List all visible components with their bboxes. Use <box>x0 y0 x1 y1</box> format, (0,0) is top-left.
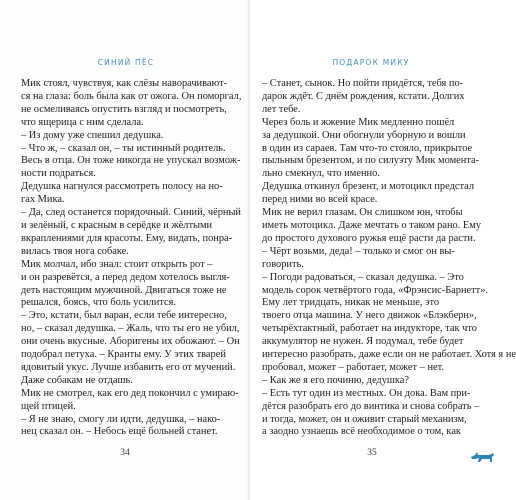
text-line: льно смекнул, что именно. <box>262 168 380 180</box>
text-line: но, – сказал дедушка. – Жаль, что ты его не убил, <box>21 323 240 335</box>
right-page-text <box>262 78 516 439</box>
text-line: иметь мотоцикл. Даже мечтать о таком рано. Ему <box>262 219 482 231</box>
text-line: перед ними во всей красе. <box>262 194 378 206</box>
text-line: – Чёрт возьми, деда! – только и смог он вы- <box>262 245 455 257</box>
left-page-number: 34 <box>120 448 130 458</box>
left-page <box>0 0 250 500</box>
text-line: Ему лет тридцать, никак не меньше, это <box>262 297 440 309</box>
text-line: Мик стоял, чувствуя, как слёзы наворачивают- <box>21 78 228 89</box>
text-line: вилась твоя нога собаке. <box>21 245 129 257</box>
text-line: аккумулятор не нужен. Я подумал, тебе будет <box>262 336 464 348</box>
text-line: за дедушкой. Они обогнули уборную и вошли <box>262 129 466 141</box>
text-line: решался, боясь, что боль усилится. <box>21 297 176 309</box>
left-page-text <box>21 78 242 439</box>
text-line: пыльным брезентом, и по силуэту Мик момента- <box>262 155 480 167</box>
text-line: ся на глаза: боль была как от ожога. Он поморгал, <box>21 90 242 102</box>
text-line: дарок ждёт. С днём рождения, кстати. Долгих <box>262 90 465 102</box>
text-line: – Есть тут один из местных. Он дока. Вам при- <box>262 387 471 399</box>
text-line: твоего отца машина. У него движок «Блэкберн», <box>262 310 477 322</box>
text-line: – Станет, сынок. Но пойти придётся, тебя по- <box>262 78 464 89</box>
text-line: – Погоди радоваться, – сказал дедушка. – Это <box>262 271 464 283</box>
text-line: – Как же я его починю, дедушка? <box>262 374 410 386</box>
text-line: – Это, кстати, был варан, если тебе интересно, <box>21 310 227 322</box>
text-line: и тогда, может, он и оживит старый механизм, <box>262 413 467 425</box>
text-line: ядовитый укус. Лучше избавить его от мучений. <box>21 361 236 373</box>
text-line: они очень вкусные. Аборигены их обожают. – Он <box>21 336 240 348</box>
text-line: Мик не смотрел, как его дед покончил с умираю- <box>21 387 239 399</box>
left-running-head: СИНИЙ ПЁС <box>97 58 155 67</box>
text-line: ности подраться. <box>21 168 96 180</box>
text-line: – Из дому уже спешил дедушка. <box>21 129 164 141</box>
text-line: Мик не верил глазам. Он слишком юн, чтобы <box>262 207 463 219</box>
text-line: вкраплениями для красоты. Ему, видать, понра- <box>21 232 233 244</box>
text-line: Дедушка нагнулся рассмотреть полосу на но- <box>21 181 223 193</box>
text-line: Через боль и жжение Мик медленно пошёл <box>262 116 455 128</box>
text-line: – Я не знаю, смогу ли идти, дедушка, – нако- <box>21 413 221 425</box>
right-page <box>250 0 516 500</box>
right-running-head: ПОДАРОК МИКУ <box>332 58 410 67</box>
text-line: а заодно узнаешь всё необходимое о том, как <box>262 426 461 438</box>
text-line: модель сорок четвёртого года, «Фрэнсис-Барнетт». <box>262 284 489 296</box>
text-line: четырёхтактный, работает на индукторе, так что <box>262 323 477 335</box>
text-line: Весь в отца. Он тоже никогда не упускал возмож- <box>21 155 241 167</box>
right-page-number: 35 <box>367 448 377 458</box>
text-line: – Да, след останется порядочный. Синий, чёрный <box>21 207 241 219</box>
text-line: нец сказал он. – Небось ещё больней станет. <box>21 426 218 438</box>
text-line: гах Мика. <box>21 194 65 206</box>
text-line: Даже собакам не отдашь. <box>21 374 133 386</box>
text-line: и зелёный, с красным в серёдке и жёлтыми <box>21 219 213 231</box>
text-line: говорить. <box>262 258 304 270</box>
text-line: что ящерица с ним сделала. <box>21 116 144 128</box>
text-line: Мик молчал, ибо знал: стоит открыть рот – <box>21 258 213 270</box>
text-line: деть настоящим мужчиной. Двигаться тоже не <box>21 284 227 296</box>
text-line: щей птицей. <box>21 400 76 412</box>
text-line: не осмеливаясь опустить взгляд и посмотреть, <box>21 103 227 115</box>
text-line: пробовал, может – работает, может – нет. <box>262 361 445 373</box>
text-line: лет тебе. <box>262 103 301 115</box>
blue-dog-icon <box>470 450 496 464</box>
text-line: – Что ж, – сказал он, – ты истинный родитель. <box>21 142 226 154</box>
text-line: интересно разобрать, даже если он не работает. Хотя я не <box>262 349 516 361</box>
text-line: подобрал петуха. – Кранты ему. У этих тварей <box>21 349 226 361</box>
text-line: Дедушка откинул брезент, и мотоцикл предстал <box>262 181 475 193</box>
text-line: дётся разобрать его до винтика и снова собрать – <box>262 400 480 412</box>
text-line: в один из сараев. Там что-то стояло, прикрытое <box>262 142 473 154</box>
text-line: и он разревётся, а перед дедом хотелось выгля- <box>21 271 230 283</box>
text-line: до простого духового ружья ещё расти да расти. <box>262 232 476 244</box>
